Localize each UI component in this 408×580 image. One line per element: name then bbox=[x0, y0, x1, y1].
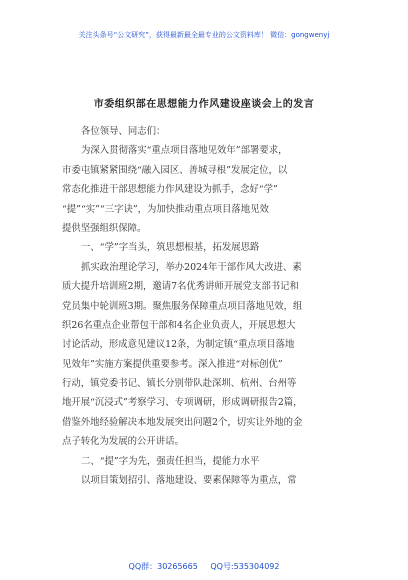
document-title: 市委组织部在思想能力作风建设座谈会上的发言 bbox=[93, 99, 315, 110]
section-heading-1: 一、“学”字当头，筑思想根基，拓发展思路 bbox=[81, 242, 260, 254]
body-line: 常态化推进干部思想能力作风建设为抓手，念好“学” bbox=[62, 184, 278, 196]
body-line: 提供坚强组织保障。 bbox=[62, 222, 147, 234]
body-line: 以项目策划招引、落地建设、要素保障等为重点，常 bbox=[81, 475, 297, 487]
salutation: 各位领导、同志们： bbox=[81, 126, 166, 137]
header-banner: 关注头条号“公文研究”，获得最新最全最专业的公文资料库！ 微信：gongwenyj bbox=[78, 31, 330, 39]
document-body bbox=[62, 122, 352, 490]
footer-banner bbox=[0, 561, 408, 572]
body-line: 党员集中轮训班3期。聚焦服务保障重点项目落地见效，组 bbox=[62, 300, 303, 312]
body-line: 织26名重点企业帮包干部和4名企业负责人，开展思想大 bbox=[62, 319, 296, 331]
body-line: 质大提升培训班2期，邀请7名优秀讲师开展党支部书记和 bbox=[62, 281, 299, 293]
qq-number-label: QQ号:535304092 bbox=[210, 562, 280, 571]
body-line: 讨论活动，形成意见建议12条，为制定镇“重点项目落地 bbox=[62, 339, 295, 351]
body-line: “提”“实”“三字诀”，为加快推动重点项目落地见效 bbox=[62, 203, 269, 215]
body-line: 市委屯镇紧紧围绕“融入园区、善城寻根”发展定位，以 bbox=[62, 164, 288, 176]
body-line: 点子转化为发展的公开讲话。 bbox=[62, 436, 184, 448]
qq-group-label: QQ群：30265665 bbox=[128, 562, 198, 571]
body-line: 行动，镇党委书记、镇长分别带队赴深圳、杭州、台州等 bbox=[62, 378, 297, 390]
body-line: 借鉴外地经验解决本地发展突出问题2个，切实让外地的金 bbox=[62, 416, 303, 428]
body-line: 抓实政治理论学习，举办2024年干部作风大改进、素 bbox=[81, 261, 302, 273]
section-heading-2: 二、“提”字为先，强责任担当，提能力水平 bbox=[81, 455, 260, 467]
body-line: 地开展“沉浸式”考察学习、专项调研，形成调研报告2篇， bbox=[62, 397, 303, 409]
body-line: 见效年”实施方案提供重要参考。深入推进“对标创优” bbox=[62, 358, 283, 370]
body-line: 为深入贯彻落实“重点项目落地见效年”部署要求， bbox=[81, 145, 288, 157]
